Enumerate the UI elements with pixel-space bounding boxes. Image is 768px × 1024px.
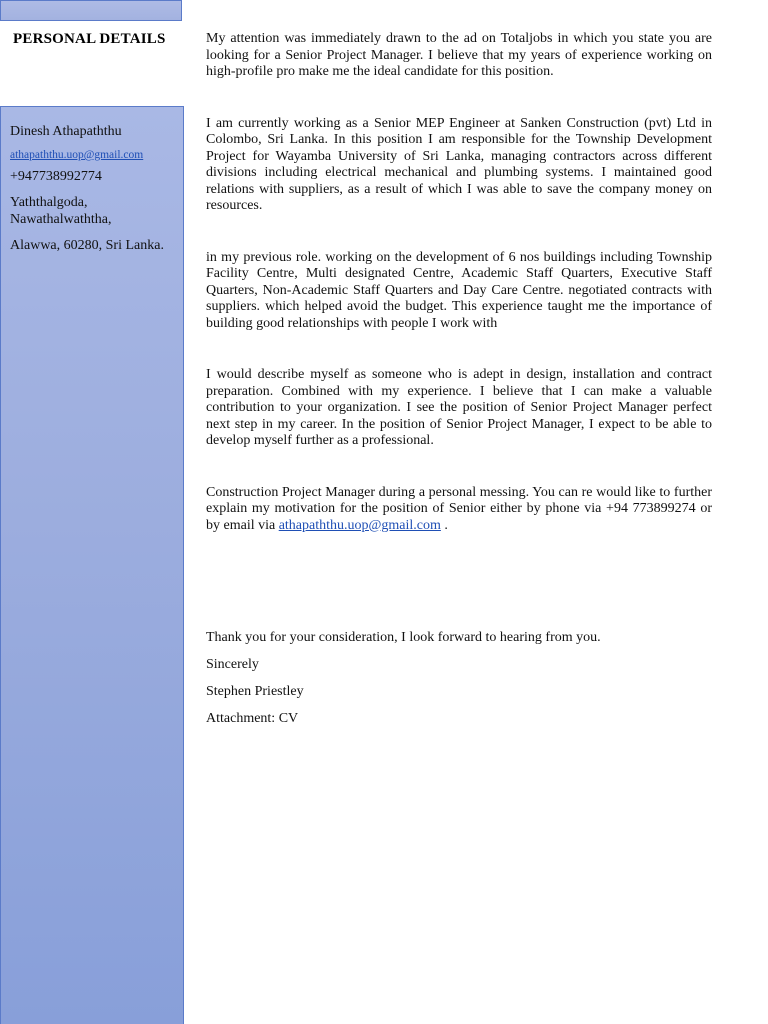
paragraph-5-end: .	[440, 517, 448, 533]
personal-details-sidebar	[0, 106, 184, 1024]
phone-number: +947738992774	[10, 169, 102, 184]
cover-letter-body	[206, 31, 712, 534]
attachment-line: Attachment: CV	[206, 711, 299, 726]
paragraph-5	[206, 485, 712, 535]
candidate-name: Dinesh Athapaththu	[10, 124, 122, 139]
section-title: PERSONAL DETAILS	[13, 31, 166, 47]
sign-off: Sincerely	[206, 657, 259, 672]
paragraph-5-text: Construction Project Manager during a personal messing. You can re would like to further explain my motivation for the position of Senior either by phone via +94 773899274 or by email via	[206, 484, 712, 533]
address-line-3: Alawwa, 60280, Sri Lanka.	[10, 238, 164, 253]
paragraph-4: I would describe myself as someone who is adept in design, installation and contract preparation. Combined with my experience. I believe that I can make a valuable contribution to your organization. I see the position of Senior Project Manager perfect next step in my career. In the position of Senior Project Manager, I expect to be able to develop myself further as a professional.	[206, 367, 712, 448]
email-link-body[interactable]: athapaththu.uop@gmail.com	[278, 517, 441, 533]
address-line-2: Nawathalwaththa,	[10, 212, 112, 227]
header-strip	[0, 0, 182, 21]
paragraph-1: My attention was immediately drawn to the ad on Totaljobs in which you state you are looking for a Senior Project Manager. I believe that my years of experience working on high-profile pro make me the ideal candidate for this position.	[206, 31, 712, 79]
address-line-1: Yaththalgoda,	[10, 195, 88, 210]
signature-name: Stephen Priestley	[206, 684, 304, 699]
paragraph-3: in my previous role. working on the development of 6 nos buildings including Township Facility Centre, Multi designated Centre, Academic Staff Quarters, Executive Staff Quarters, Non-Academic Staff Quarters and Day Care Centre. negotiated contracts with suppliers. which helped avoid the budget. This experience taught me the importance of building good relationships with people I work with	[206, 249, 712, 331]
email-link[interactable]: athapaththu.uop@gmail.com	[10, 149, 144, 161]
thanks-line: Thank you for your consideration, I look forward to hearing from you.	[206, 630, 601, 645]
closing-block	[206, 629, 601, 737]
paragraph-2: I am currently working as a Senior MEP Engineer at Sanken Construction (pvt) Ltd in Colombo, Sri Lanka. In this position I am responsible for the Township Development Project for Wayamba University of Sri Lanka, managing contractors across different divisions including electrical mechanical and plumbing systems. I maintained good relations with suppliers, as a result of which I was able to save the company money on resources.	[206, 115, 712, 213]
